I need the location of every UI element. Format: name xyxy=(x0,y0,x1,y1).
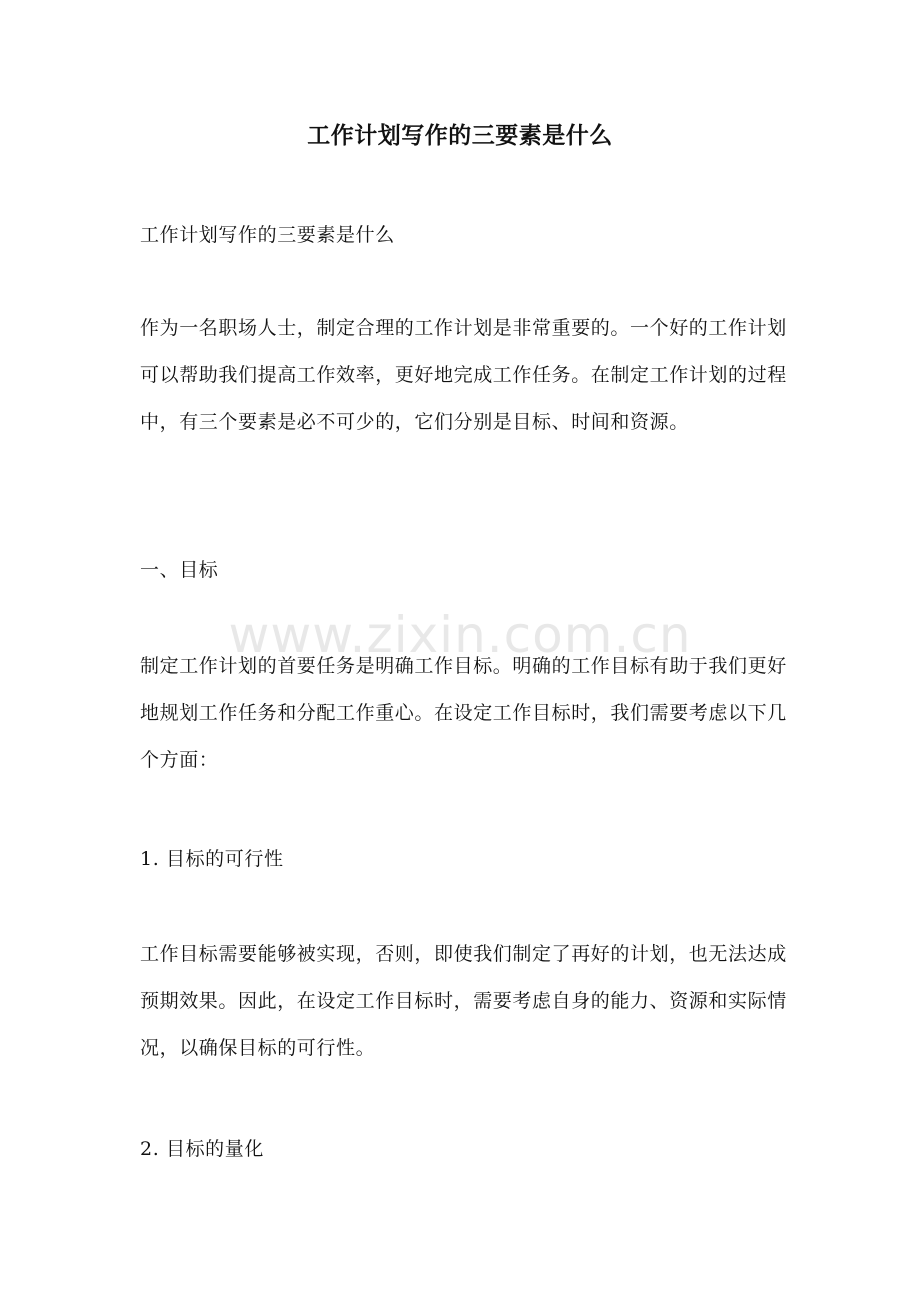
intro-paragraph: 作为一名职场人士，制定合理的工作计划是非常重要的。一个好的工作计划可以帮助我们提高工作效率，更好地完成工作任务。在制定工作计划的过程中，有三个要素是必不可少的，它们分别是目标、时间和资源。 xyxy=(140,317,787,433)
document-title: 工作计划写作的三要素是什么 xyxy=(307,122,613,149)
item-quantification-heading: 2. 目标的量化 xyxy=(140,1138,264,1160)
site-watermark: www.zixin.com.cn xyxy=(228,606,692,664)
section-heading-goal: 一、目标 xyxy=(140,559,219,581)
item-feasibility-paragraph: 工作目标需要能够被实现，否则，即使我们制定了再好的计划，也无法达成预期效果。因此，在设定工作目标时，需要考虑自身的能力、资源和实际情况，以确保目标的可行性。 xyxy=(140,943,787,1059)
section-goal-paragraph: 制定工作计划的首要任务是明确工作目标。明确的工作目标有助于我们更好地规划工作任务和分配工作重心。在设定工作目标时，我们需要考虑以下几个方面： xyxy=(140,655,787,771)
item-feasibility-heading: 1. 目标的可行性 xyxy=(140,848,284,870)
subtitle-paragraph: 工作计划写作的三要素是什么 xyxy=(140,224,395,246)
